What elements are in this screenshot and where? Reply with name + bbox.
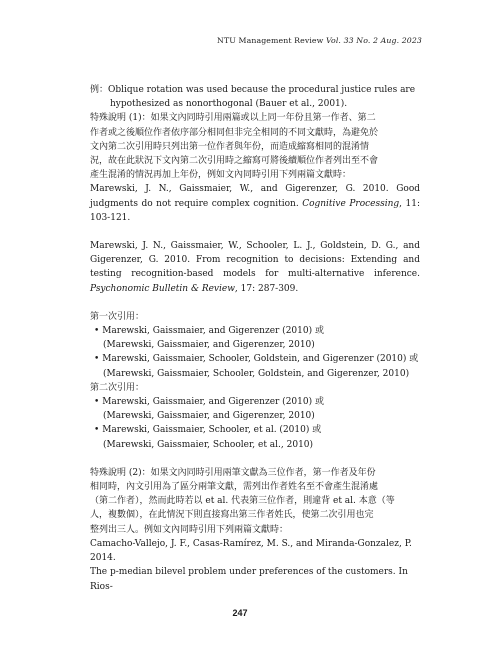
citation-item: • Marewski, Gaissmaier, Schooler, Goldstein, and Gigerenzer (2010) 或: [94, 354, 419, 365]
note-line: 產生混淆的情況再加上年份，例如文內同時引用下列兩篇文獻時：: [90, 170, 352, 181]
citation-alt: (Marewski, Gaissmaier, and Gigerenzer, 2010): [103, 411, 315, 422]
body-text: [90, 83, 420, 594]
note-line: 文內第二次引用時只列出第一位作者與年份，而造成縮寫相同的混淆情: [90, 141, 370, 152]
citation-alt: (Marewski, Gaissmaier, and Gigerenzer, 2010): [103, 340, 315, 351]
first-citation-heading: 第一次引用：: [90, 311, 145, 322]
citation-item: • Marewski, Gaissmaier, Schooler, et al. (2010) 或: [94, 425, 322, 436]
bullet-icon: •: [94, 326, 100, 337]
reference-1: Marewski, J. N., Gaissmaier, W., and Gigerenzer, G. 2010. Good judgments do not require complex cognition. Cognitive Processing, 11: 103-121.: [90, 184, 420, 223]
note-line: 特殊說明 (2)：如果文內同時引用兩筆文獻為三位作者，第一作者及年份: [90, 467, 376, 478]
issue-info: Vol. 33 No. 2 Aug. 2023: [326, 36, 422, 45]
journal-title: Psychonomic Bulletin & Review: [90, 283, 235, 294]
note-line: 相同時，內文引用為了區分兩筆文獻，需列出作者姓名至不會產生混淆處: [90, 482, 379, 493]
journal-title: Cognitive Processing: [302, 198, 400, 209]
running-header: [217, 36, 422, 45]
note-line: 況，故在此狀況下文內第二次引用時之縮寫可將後續順位作者列出至不會: [90, 156, 379, 167]
example-line-1: 例：Oblique rotation was used because the procedural justice rules are: [90, 85, 416, 95]
citation-item: • Marewski, Gaissmaier, and Gigerenzer (2010) 或: [94, 326, 324, 337]
note-line: 人，複數個），在此情況下則直接寫出第三作者姓氏，使第二次引用也完: [90, 510, 374, 521]
example-label: 例：: [90, 85, 109, 95]
bullet-icon: •: [94, 425, 100, 436]
bullet-icon: •: [94, 354, 100, 365]
citation-item: • Marewski, Gaissmaier, and Gigerenzer (2010) 或: [94, 397, 324, 408]
note-line: 特殊說明 (1)：如果文內同時引用兩篇或以上同一年份且第一作者、第二: [90, 113, 376, 124]
citation-alt: (Marewski, Gaissmaier, Schooler, Goldstein, and Gigerenzer, 2010): [103, 368, 410, 379]
note-line: 整列出三人。例如文內同時引用下列兩篇文獻時：: [90, 524, 289, 535]
special-note-1: [90, 111, 420, 182]
citation-alt: (Marewski, Gaissmaier, Schooler, et al., 2010): [103, 439, 314, 450]
special-note-2: [90, 466, 420, 537]
note-line: （第二作者），然而此時若以 et al. 代表第三位作者，則違背 et al. 本意（等: [90, 496, 395, 507]
reference-3-line-1: Camacho-Vallejo, J. F., Casas-Ramírez, M. S., and Miranda-Gonzalez, P. 2014.: [90, 538, 412, 564]
page-number: 247: [232, 608, 248, 618]
journal-name: NTU Management Review: [217, 36, 324, 45]
second-citation-heading: 第二次引用：: [90, 382, 145, 393]
reference-3-line-2: The p-median bilevel problem under preferences of the customers. In Rios-: [90, 567, 408, 592]
note-line: 作者或之後順位作者依序部分相同但非完全相同的不同文獻時，為避免於: [90, 127, 379, 138]
example-line-2: hypothesized as nonorthogonal (Bauer et al., 2001).: [110, 99, 348, 110]
reference-2: Marewski, J. N., Gaissmaier, W., Schooler, L. J., Goldstein, D. G., and Gigerenzer, G. 2010. From recognition to decisions: Extending and testing recognition-based models for multi-alternative inference. Psychonomic Bulletin & Review, 17: 287-309.: [90, 241, 420, 294]
bullet-icon: •: [94, 397, 100, 408]
